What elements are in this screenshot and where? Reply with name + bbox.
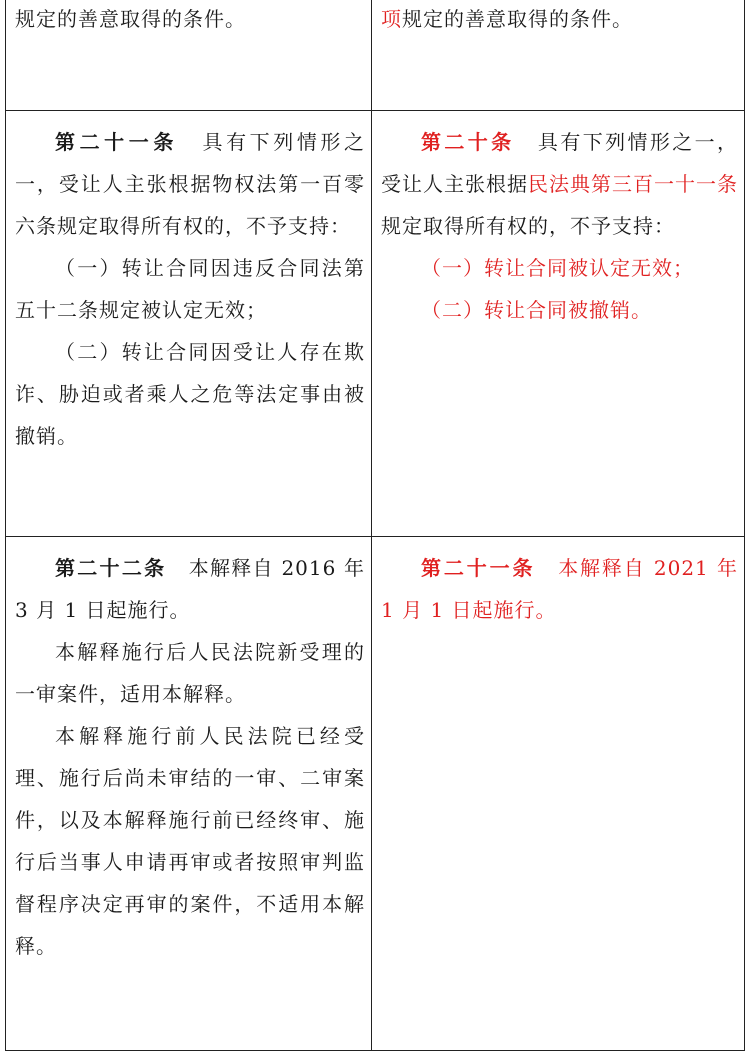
old-text-cell	[6, 111, 372, 537]
paragraph: 本解释施行后人民法院新受理的一审案件，适用本解释。	[15, 640, 365, 706]
comparison-table	[5, 0, 745, 1051]
article-paragraph	[381, 547, 738, 631]
paragraph-text: 规定的善意取得的条件。	[402, 7, 633, 31]
paragraph	[381, 0, 738, 39]
article-text: 本解释自 2021 年 1 月 1 日起施行。	[381, 556, 738, 622]
old-text-cell	[6, 537, 372, 1051]
paragraph: 规定的善意取得的条件。	[15, 7, 246, 31]
old-text-cell	[6, 0, 372, 111]
article-text: 规定取得所有权的，不予支持：	[381, 214, 675, 238]
table-row	[6, 0, 745, 111]
table-row	[6, 111, 745, 537]
paragraph: 本解释施行前人民法院已经受理、施行后尚未审结的一审、二审案件，以及本解释施行前已经终审、施行后当事人申请再审或者按照审判监督程序决定再审的案件，不适用本解释。	[15, 724, 365, 958]
changed-text: 项	[381, 7, 402, 31]
new-text-cell	[372, 0, 745, 111]
article-paragraph	[15, 121, 365, 247]
article-number: 第二十一条	[55, 130, 178, 154]
new-text-cell	[372, 111, 745, 537]
list-item: （二）转让合同因受让人存在欺诈、胁迫或者乘人之危等法定事由被撤销。	[15, 340, 365, 448]
list-item: （二）转让合同被撤销。	[421, 298, 652, 322]
table-row	[6, 537, 745, 1051]
article-number: 第二十一条	[421, 556, 536, 580]
article-paragraph	[381, 121, 738, 247]
article-paragraph	[15, 547, 365, 631]
list-item: （一）转让合同因违反合同法第五十二条规定被认定无效；	[15, 256, 365, 322]
article-text: 具有下列情形之一，受让人主张根据物权法第一百零六条规定取得所有权的，不予支持：	[15, 130, 366, 238]
article-number: 第二十二条	[55, 556, 167, 580]
list-item: （一）转让合同被认定无效；	[421, 256, 694, 280]
article-text: 本解释自 2016 年 3 月 1 日起施行。	[15, 556, 365, 622]
article-number: 第二十条	[421, 130, 515, 154]
changed-text: 民法典第三百一十一条	[528, 172, 738, 196]
new-text-cell	[372, 537, 745, 1051]
article-text: 具有下列情形之一，受让人主张根据	[381, 130, 739, 196]
